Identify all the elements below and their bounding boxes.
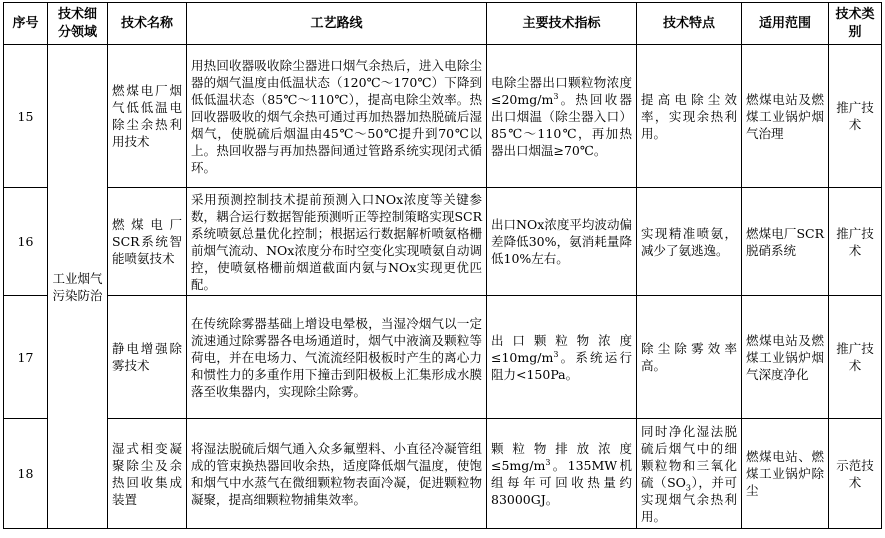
tech-feature: 实现精准喷氨，减少了氨逃逸。 bbox=[637, 188, 742, 296]
process-route: 将湿法脱硫后烟气通入众多氟塑料、小直径冷凝管组成的管束换热器回收余热，适度降低烟气温度，使饱和烟气中水蒸气在微细颗粒物表面冷凝，促进颗粒物凝聚，提高细颗粒物捕集效率。 bbox=[187, 419, 487, 529]
row-number: 17 bbox=[4, 296, 48, 419]
key-indicators bbox=[487, 45, 637, 188]
field-cell: 工业烟气污染防治 bbox=[48, 45, 108, 529]
row-number: 18 bbox=[4, 419, 48, 529]
header-name: 技术名称 bbox=[108, 3, 187, 45]
feature-sub: 3 bbox=[685, 483, 692, 492]
indicator-text: 电除尘器出口颗粒物浓度≤20mg/m bbox=[491, 74, 632, 107]
key-indicators bbox=[487, 419, 637, 529]
header-no: 序号 bbox=[4, 3, 48, 45]
tech-category: 示范技术 bbox=[829, 419, 882, 529]
feature-text: ），并可实现烟气余热利用。 bbox=[641, 474, 737, 524]
row-number: 16 bbox=[4, 188, 48, 296]
indicator-text: 出口颗粒物浓度≤10mg/m bbox=[491, 332, 632, 365]
tech-feature: 提高电除尘效率，实现余热利用。 bbox=[637, 45, 742, 188]
table-row bbox=[4, 296, 882, 419]
applicable-scope: 燃煤电站及燃煤工业锅炉烟气深度净化 bbox=[742, 296, 829, 419]
indicator-text: 颗粒物排放浓度≤5mg/m bbox=[491, 440, 632, 473]
tech-name: 静电增强除雾技术 bbox=[108, 296, 187, 419]
tech-category: 推广技术 bbox=[829, 188, 882, 296]
applicable-scope: 燃煤电站、燃煤工业锅炉除尘 bbox=[742, 419, 829, 529]
key-indicators bbox=[487, 296, 637, 419]
tech-name: 燃煤电厂烟气低低温电除尘余热利用技术 bbox=[108, 45, 187, 188]
indicator-sup: 3 bbox=[553, 91, 559, 101]
tech-name: 燃煤电厂SCR系统智能喷氨技术 bbox=[108, 188, 187, 296]
indicator-text: 。热回收器出口烟温（除尘器入口）85℃～110℃，再加热器出口烟温≥70℃。 bbox=[491, 91, 632, 158]
technology-table bbox=[3, 2, 882, 529]
applicable-scope: 燃煤电站及燃煤工业锅炉烟气治理 bbox=[742, 45, 829, 188]
applicable-scope: 燃煤电厂SCR脱硝系统 bbox=[742, 188, 829, 296]
table-row bbox=[4, 45, 882, 188]
tech-feature bbox=[637, 419, 742, 529]
process-route: 用热回收器吸收除尘器进口烟气余热后，进入电除尘器的烟气温度由低温状态（120℃～170℃）下降到低低温状态（85℃～110℃），提高电除尘效率。热回收器吸收的烟气余热可通过再加热器加热脱硫后湿烟气，使脱硫后烟温由45℃～50℃提升到70℃以上。热回收器与再加热器间通过管路系统实现闭式循环。 bbox=[187, 45, 487, 188]
tech-category: 推广技术 bbox=[829, 296, 882, 419]
header-field: 技术细分领域 bbox=[48, 3, 108, 45]
header-scope: 适用范围 bbox=[742, 3, 829, 45]
indicator-text: 。135MW机组每年可回收热量约83000GJ。 bbox=[491, 457, 632, 507]
process-route: 在传统除雾器基础上增设电晕极，当湿冷烟气以一定流速通过除雾器各电场通道时，烟气中液滴及颗粒等荷电，并在电场力、气流流经阳极板时产生的离心力和惯性力的多重作用下撞击到阳极板上汇集形成水膜落至收集器内，实现除尘除雾。 bbox=[187, 296, 487, 419]
key-indicators: 出口NOx浓度平均波动偏差降低30%，氨消耗量降低10%左右。 bbox=[487, 188, 637, 296]
header-row bbox=[4, 3, 882, 45]
indicator-sup: 3 bbox=[553, 349, 559, 359]
row-number: 15 bbox=[4, 45, 48, 188]
header-category: 技术类别 bbox=[829, 3, 882, 45]
process-route: 采用预测控制技术提前预测入口NOx浓度等关键参数，耦合运行数据智能预测听正等控制策略实现SCR系统喷氨总量优化控制；根据运行数据解析喷氨格栅前烟气流动、NOx浓度分布时空变化实现喷氨自动调控，使喷氨格栅前烟道截面内氨与NOx实现更优匹配。 bbox=[187, 188, 487, 296]
header-indicator: 主要技术指标 bbox=[487, 3, 637, 45]
header-feature: 技术特点 bbox=[637, 3, 742, 45]
indicator-text: 。系统运行阻力<150Pa。 bbox=[491, 349, 632, 382]
tech-feature: 除尘除雾效率高。 bbox=[637, 296, 742, 419]
header-route: 工艺路线 bbox=[187, 3, 487, 45]
table-row bbox=[4, 188, 882, 296]
tech-category: 推广技术 bbox=[829, 45, 882, 188]
indicator-sup: 3 bbox=[545, 457, 551, 467]
tech-name: 湿式相变凝聚除尘及余热回收集成装置 bbox=[108, 419, 187, 529]
table-row bbox=[4, 419, 882, 529]
feature-text: 同时净化湿法脱硫后烟气中的细颗粒物和三氧化硫（SO bbox=[641, 423, 737, 490]
